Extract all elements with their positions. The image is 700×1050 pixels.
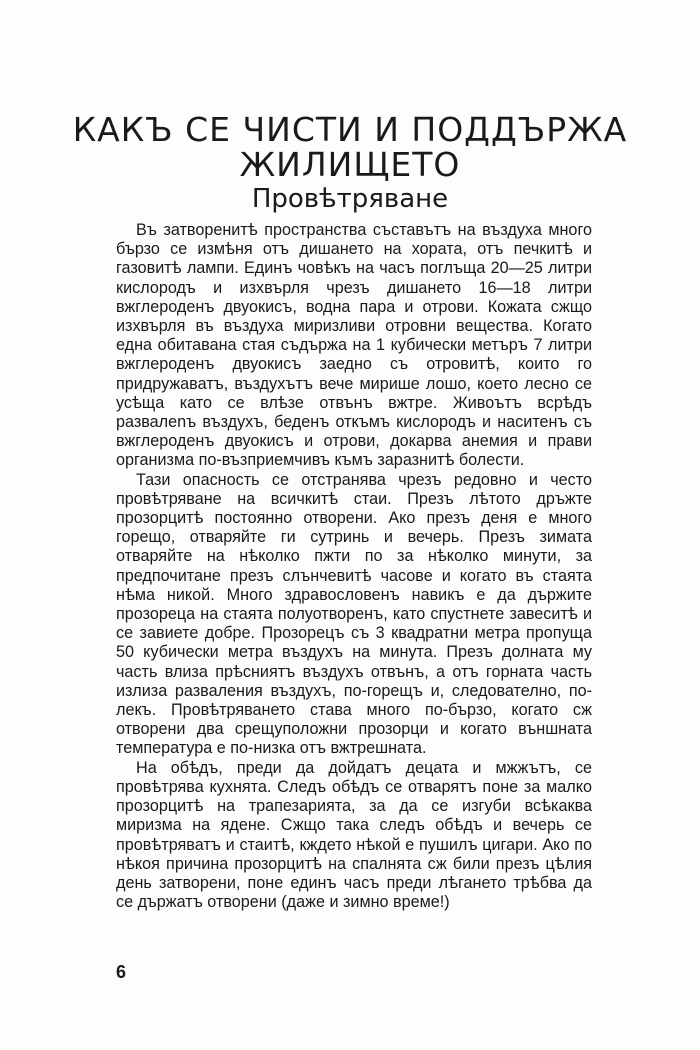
paragraph: Тази опасность се отстранява чрезъ редовно и често провѣтряване на всичкитѣ стаи. Презъ лѣтото дръжте прозорцитѣ постоянно отворени. Ако презъ деня е много горещо, отваряйте ги сутринь и вечерь. Презъ зимата отваряйте на нѣколко пжти по за нѣколко минути, за предпочитане презъ слънчевитѣ часове и когато въ стаята нѣма никой. Много здравословенъ навикъ е да държите прозореца на стаята полуотворенъ, като спустнете завеситѣ и се завиете добре. Прозорецъ съ 3 квадратни метра пропуща 50 кубически метра въздухъ на минута. Презъ долната му часть влиза прѣсниятъ въздухъ отвънъ, а отъ горната часть излиза разваления въздухъ, по-горещъ и, следователно, по-лекъ. Провѣтряването става много по-бързо, когато сж отворени два срещуположни прозорци и когато външната температура е по-низка отъ вжтрешната. [116, 470, 592, 758]
page-title-line-2: ЖИЛИЩЕТО [239, 145, 461, 184]
page-title-line-1: КАКЪ СЕ ЧИСТИ И ПОДДЪРЖА [72, 110, 628, 149]
section-heading: Провѣтряване [251, 184, 449, 214]
paragraph: Въ затворенитѣ пространства съставътъ на въздуха много бързо се измѣня отъ дишането на хората, отъ печкитѣ и газовитѣ лампи. Единъ човѣкъ на часъ поглъща 20—25 литри кислородъ и изхвърля чрезъ дишането 16—18 литри вжглероденъ двуокисъ, водна пара и отрови. Кожата сжщо изхвърля въ въздуха миризливи отровни вещества. Когато една обитавана стая съдържа на 1 кубически метъръ 7 литри вжглероденъ двуокисъ заедно съ отровитѣ, които го придружаватъ, въздухътъ вече мирише лошо, което лесно се усѣща като се влѣзе отвънъ вжтре. Живоътъ всрѣдъ развалenъ въздухъ, беденъ откъмъ кислородъ и наситенъ съ вжглероденъ двуокисъ и отрови, докарва анемия и прави организма по-възприемчивъ къмъ заразнитѣ болести. [116, 221, 592, 470]
page-number: 6 [116, 962, 127, 982]
body-text [116, 221, 592, 912]
paragraph: На обѣдъ, преди да дойдатъ децата и мжжътъ, се провѣтрява кухнята. Следъ обѣдъ се отварятъ поне за малко прозорцитѣ на трапезарията, за да се изгуби всѣкаква миризма на ядене. Сжщо така следъ обѣдъ и вечерь се провѣтряватъ и стаитѣ, кждето нѣкой е пушилъ цигари. Ако по нѣкоя причина прозорцитѣ на спалнята сж били презъ цѣлия день затворени, поне единъ часъ преди лѣгането трѣбва да се държатъ отворени (даже и зимно време!) [116, 758, 592, 912]
